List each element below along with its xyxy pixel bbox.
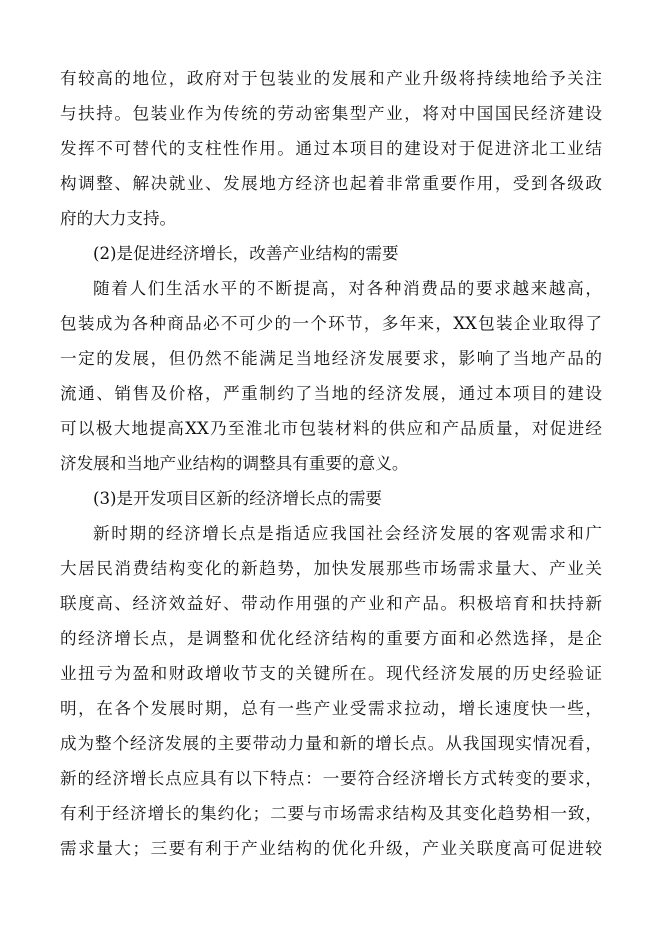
text-line: 需求量大；三要有利于产业结构的优化升级，产业关联度高可促进较 <box>60 839 602 858</box>
text-line: 流通、销售及价格，严重制约了当地的经济发展，通过本项目的建设 <box>60 384 602 403</box>
text-line: 联度高、经济效益好、带动作用强的产业和产品。积极培育和扶持新 <box>60 594 602 613</box>
text-line: 包装成为各种商品必不可少的一个环节，多年来，XX包装企业取得了 <box>60 314 602 333</box>
text-line: 新的经济增长点应具有以下特点：一要符合经济增长方式转变的要求， <box>60 769 602 788</box>
text-line: 有较高的地位，政府对于包装业的发展和产业升级将持续地给予关注 <box>60 69 602 88</box>
section-heading-2: (2)是促进经济增长，改善产业结构的需要 <box>93 244 399 263</box>
section-heading-3: (3)是开发项目区新的经济增长点的需要 <box>93 489 383 508</box>
text-line: 有利于经济增长的集约化；二要与市场需求结构及其变化趋势相一致， <box>60 804 602 823</box>
text-line: 随着人们生活水平的不断提高，对各种消费品的要求越来越高， <box>93 279 602 298</box>
text-line: 大居民消费结构变化的新趋势，加快发展那些市场需求量大、产业关 <box>60 559 602 578</box>
text-line: 可以极大地提高XX乃至淮北市包装材料的供应和产品质量，对促进经 <box>60 419 602 438</box>
text-line: 新时期的经济增长点是指适应我国社会经济发展的客观需求和广 <box>93 524 602 543</box>
text-line: 构调整、解决就业、发展地方经济也起着非常重要作用，受到各级政 <box>60 174 602 193</box>
text-line: 一定的发展，但仍然不能满足当地经济发展要求，影响了当地产品的 <box>60 349 602 368</box>
text-line: 与扶持。包装业作为传统的劳动密集型产业，将对中国国民经济建设 <box>60 104 602 123</box>
text-line: 业扭亏为盈和财政增收节支的关键所在。现代经济发展的历史经验证 <box>60 664 602 683</box>
text-line: 府的大力支持。 <box>60 209 177 228</box>
text-line: 成为整个经济发展的主要带动力量和新的增长点。从我国现实情况看， <box>60 734 602 753</box>
text-line: 明，在各个发展时期，总有一些产业受需求拉动，增长速度快一些， <box>60 699 602 718</box>
text-line: 的经济增长点，是调整和优化经济结构的重要方面和必然选择，是企 <box>60 629 602 648</box>
text-line: 发挥不可替代的支柱性作用。通过本项目的建设对于促进济北工业结 <box>60 139 602 158</box>
text-line: 济发展和当地产业结构的调整具有重要的意义。 <box>60 454 409 473</box>
